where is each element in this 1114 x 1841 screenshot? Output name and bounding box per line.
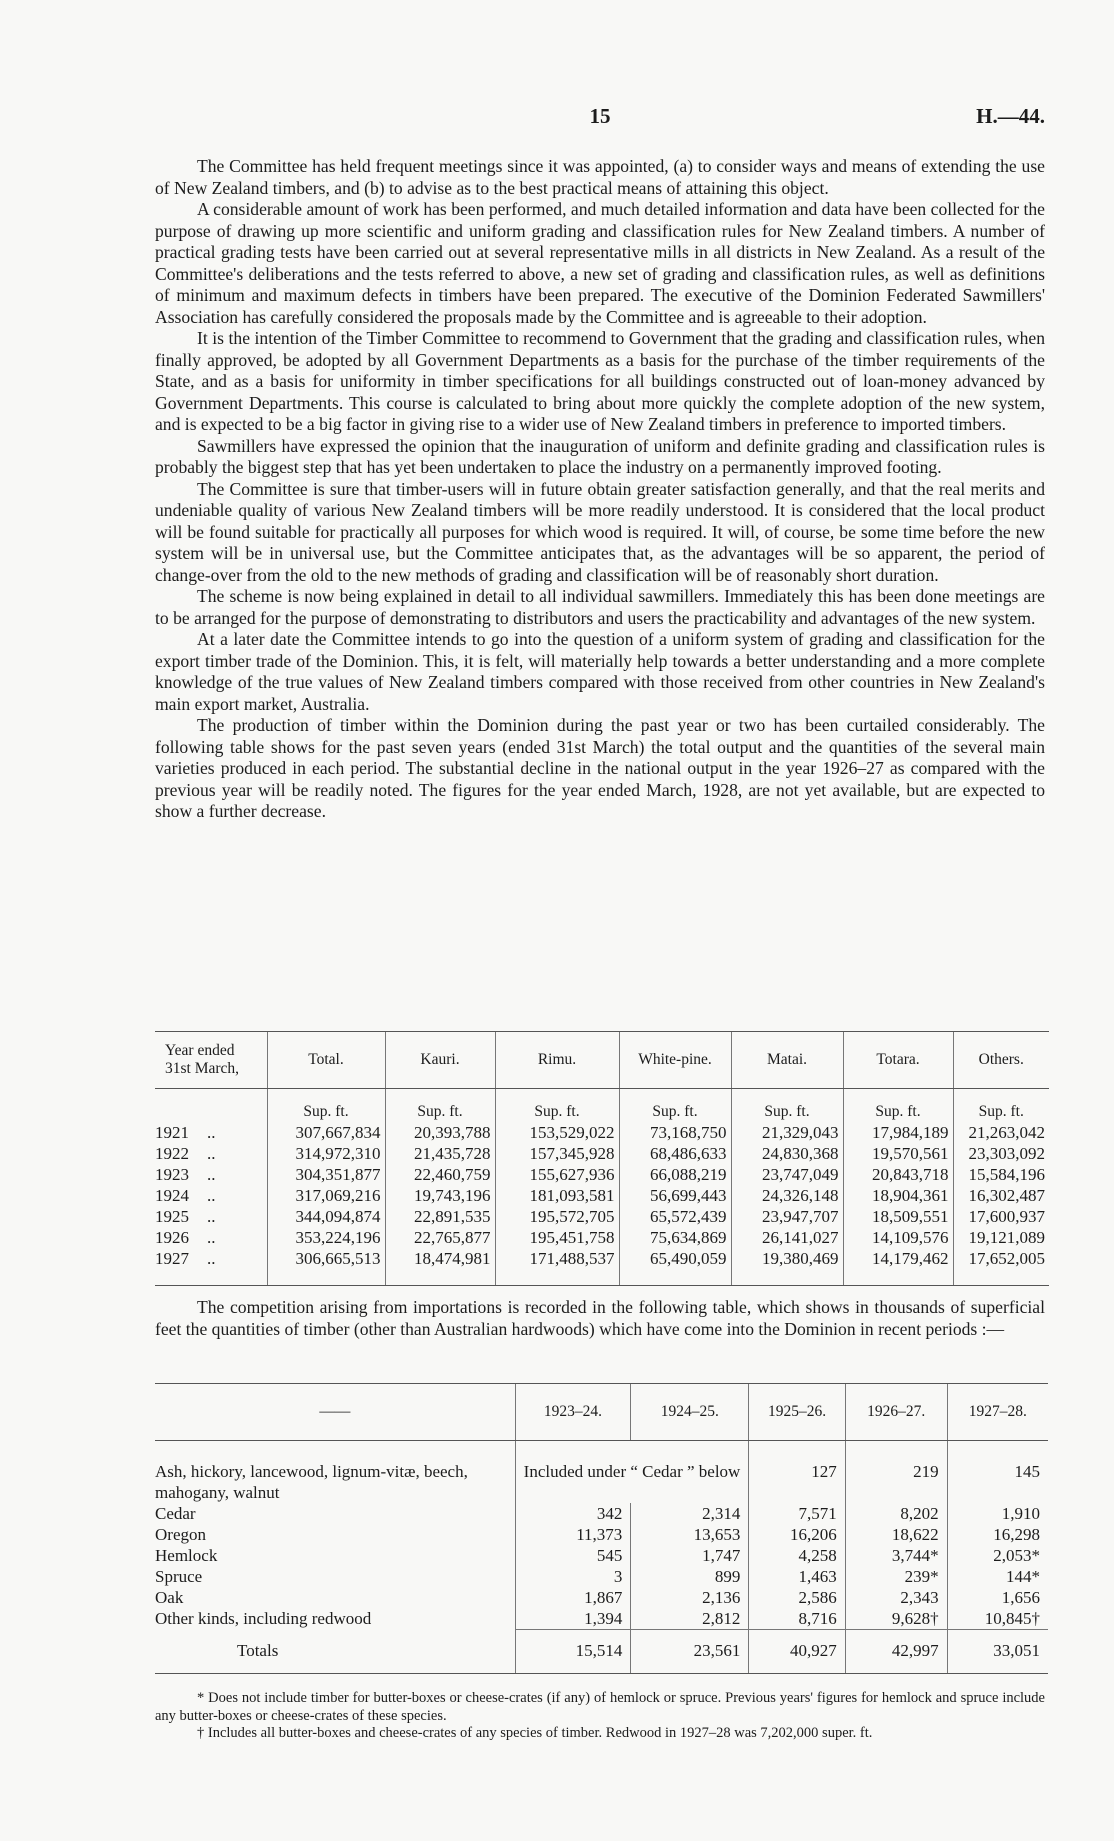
- year-cell: 1921: [155, 1123, 189, 1142]
- imports-intro: [155, 1297, 1045, 1340]
- table-cell: 65,572,439: [619, 1206, 731, 1227]
- table-cell: 153,529,022: [495, 1122, 619, 1143]
- units-row: [155, 1089, 1049, 1123]
- table-row: [155, 1608, 1048, 1630]
- footnotes: [155, 1690, 1045, 1743]
- row-label: Spruce: [155, 1567, 203, 1586]
- table-cell: 18,474,981: [385, 1248, 495, 1279]
- table-cell: 24,326,148: [731, 1185, 843, 1206]
- merged-note-cell: Included under “ Cedar ” below: [515, 1441, 749, 1504]
- table-cell: 155,627,936: [495, 1164, 619, 1185]
- table-cell: 2,314: [631, 1503, 749, 1524]
- table-cell: 19,570,561: [843, 1143, 953, 1164]
- table-cell: 317,069,216: [267, 1185, 385, 1206]
- column-header: 1925–26.: [749, 1384, 845, 1441]
- footnote: † Includes all butter-boxes and cheese-crates of any species of timber. Redwood in 1927–28 was 7,202,000 super. ft.: [197, 1725, 873, 1741]
- table-cell: 306,665,513: [267, 1248, 385, 1279]
- table-cell: 1,747: [631, 1545, 749, 1566]
- column-header: 1924–25.: [631, 1384, 749, 1441]
- table-cell: 21,435,728: [385, 1143, 495, 1164]
- table-cell: 8,716: [749, 1608, 845, 1630]
- column-header: Totara.: [843, 1032, 953, 1089]
- table-cell: 19,743,196: [385, 1185, 495, 1206]
- table-cell: 16,302,487: [953, 1185, 1049, 1206]
- table-cell: 342: [515, 1503, 631, 1524]
- row-label: Oak: [155, 1588, 184, 1607]
- paragraph: The Committee has held frequent meetings since it was appointed, (a) to consider ways and means of extending the use of New Zealand timbers, and (b) to advise as to the best practical means of attaining this object.: [155, 156, 1045, 198]
- table-cell: 13,653: [631, 1524, 749, 1545]
- year-cell: 1923: [155, 1165, 189, 1184]
- table-cell: 2,586: [749, 1587, 845, 1608]
- table-row: 1925 .. 344,094,874 22,891,535 195,572,705 65,572,439 23,947,707 18,509,551 17,600,937: [155, 1206, 1049, 1227]
- table-cell: 1,867: [515, 1587, 631, 1608]
- year-cell: 1927: [155, 1249, 189, 1268]
- paragraph: Sawmillers have expressed the opinion that the inauguration of uniform and definite grading and classification rules is probably the biggest step that has yet been undertaken to place the industry on a permanently improved footing.: [155, 435, 1045, 477]
- table-cell: 20,843,718: [843, 1164, 953, 1185]
- document-code: H.—44.: [976, 104, 1045, 128]
- table-cell: 344,094,874: [267, 1206, 385, 1227]
- table-cell: 181,093,581: [495, 1185, 619, 1206]
- unit-label: Sup. ft.: [267, 1089, 385, 1123]
- table-cell: 157,345,928: [495, 1143, 619, 1164]
- table-cell: 3,744*: [845, 1545, 947, 1566]
- table-cell: 16,206: [749, 1524, 845, 1545]
- table-cell: 7,571: [749, 1503, 845, 1524]
- paragraph: The Committee is sure that timber-users will in future obtain greater satisfaction generally, and that the real merits and undeniable quality of various New Zealand timbers will be more readily understood. It is considered that the local product will be found suitable for practically all purposes for which wood is required. It will, of course, be some time before the new system will be in universal use, but the Committee anticipates that, as the advantages will be so apparent, the period of change-over from the old to the new methods of grading and classification will be of reasonably short duration.: [155, 478, 1045, 585]
- table-cell: 3: [515, 1566, 631, 1587]
- table-cell: 1,463: [749, 1566, 845, 1587]
- table-cell: 14,179,462: [843, 1248, 953, 1279]
- table-cell: 18,509,551: [843, 1206, 953, 1227]
- column-header: Total.: [267, 1032, 385, 1089]
- year-cell: 1924: [155, 1186, 189, 1205]
- total-cell: 42,997: [845, 1630, 947, 1672]
- table-cell: 22,891,535: [385, 1206, 495, 1227]
- column-header: 1927–28.: [947, 1384, 1048, 1441]
- column-header: Matai.: [731, 1032, 843, 1089]
- table-cell: 314,972,310: [267, 1143, 385, 1164]
- row-label: Oregon: [155, 1525, 206, 1544]
- table-row: 1924 .. 317,069,216 19,743,196 181,093,581 56,699,443 24,326,148 18,904,361 16,302,487: [155, 1185, 1049, 1206]
- table-cell: 239*: [845, 1566, 947, 1587]
- total-cell: 33,051: [947, 1630, 1048, 1672]
- footnote: * Does not include timber for butter-boxes or cheese-crates (if any) of hemlock or spruce. Previous years' figures for hemlock and spruce include any butter-boxes or cheese-crates of these species.: [155, 1690, 1045, 1724]
- table-row: 1927 .. 306,665,513 18,474,981 171,488,537 65,490,059 19,380,469 14,179,462 17,652,005: [155, 1248, 1049, 1279]
- table-cell: 17,652,005: [953, 1248, 1049, 1279]
- paragraph: The production of timber within the Dominion during the past year or two has been curtailed considerably. The following table shows for the past seven years (ended 31st March) the total output and the quantities of the several main varieties produced in each period. The substantial decline in the national output in the year 1926–27 as compared with the previous year will be readily noted. The figures for the year ended March, 1928, are not yet available, but are expected to show a further decrease.: [155, 715, 1045, 821]
- table-cell: 2,812: [631, 1608, 749, 1630]
- table-cell: 14,109,576: [843, 1227, 953, 1248]
- body-text: [155, 156, 1045, 823]
- column-header: 1923–24.: [515, 1384, 631, 1441]
- table-cell: 23,947,707: [731, 1206, 843, 1227]
- unit-label: Sup. ft.: [495, 1089, 619, 1123]
- table-cell: 1,910: [947, 1503, 1048, 1524]
- table-cell: 26,141,027: [731, 1227, 843, 1248]
- table-cell: 307,667,834: [267, 1122, 385, 1143]
- table-cell: 127: [749, 1441, 845, 1504]
- row-label: Cedar: [155, 1504, 196, 1523]
- table-cell: 171,488,537: [495, 1248, 619, 1279]
- table-row: [155, 1566, 1048, 1587]
- total-cell: 40,927: [749, 1630, 845, 1672]
- column-header: White-pine.: [619, 1032, 731, 1089]
- table-row: [155, 1545, 1048, 1566]
- unit-label: Sup. ft.: [953, 1089, 1049, 1123]
- table-cell: 18,622: [845, 1524, 947, 1545]
- unit-label: Sup. ft.: [731, 1089, 843, 1123]
- table-cell: 2,343: [845, 1587, 947, 1608]
- table-cell: 18,904,361: [843, 1185, 953, 1206]
- table-cell: 65,490,059: [619, 1248, 731, 1279]
- row-label: Ash, hickory, lancewood, lignum-vitæ, beech, mahogany, walnut: [155, 1462, 468, 1502]
- corner-dash: ——: [155, 1384, 515, 1441]
- table-cell: 4,258: [749, 1545, 845, 1566]
- table-cell: 19,380,469: [731, 1248, 843, 1279]
- table-cell: 304,351,877: [267, 1164, 385, 1185]
- totals-row: [155, 1630, 1048, 1672]
- table-cell: 1,656: [947, 1587, 1048, 1608]
- column-header: Year ended 31st March,: [155, 1032, 267, 1089]
- year-cell: 1926: [155, 1228, 189, 1247]
- imports-table: [155, 1383, 1048, 1674]
- table-cell: 10,845†: [947, 1608, 1048, 1630]
- table-row: 1926 .. 353,224,196 22,765,877 195,451,758 75,634,869 26,141,027 14,109,576 19,121,089: [155, 1227, 1049, 1248]
- table-cell: 22,765,877: [385, 1227, 495, 1248]
- paragraph: A considerable amount of work has been performed, and much detailed information and data have been collected for the purpose of drawing up more scientific and uniform grading and classification rules for New Zealand timbers. A number of practical grading tests have been carried out at several representative mills in all districts in New Zealand. As a result of the Committee's deliberations and the tests referred to above, a new set of grading and classification rules, as well as definitions of minimum and maximum defects in timbers have been prepared. The executive of the Dominion Federated Sawmillers' Association has carefully considered the proposals made by the Committee and is agreeable to their adoption.: [155, 199, 1045, 327]
- table-cell: 9,628†: [845, 1608, 947, 1630]
- table-cell: 353,224,196: [267, 1227, 385, 1248]
- production-table: [155, 1031, 1049, 1286]
- table-cell: 21,329,043: [731, 1122, 843, 1143]
- unit-label: Sup. ft.: [843, 1089, 953, 1123]
- table-cell: 195,572,705: [495, 1206, 619, 1227]
- table-row: 1923 .. 304,351,877 22,460,759 155,627,936 66,088,219 23,747,049 20,843,718 15,584,196: [155, 1164, 1049, 1185]
- column-header: Rimu.: [495, 1032, 619, 1089]
- table-cell: 66,088,219: [619, 1164, 731, 1185]
- table-bottom-rule: [155, 1279, 1049, 1286]
- table-cell: 73,168,750: [619, 1122, 731, 1143]
- paragraph: The competition arising from importations is recorded in the following table, which shows in thousands of superficial feet the quantities of timber (other than Australian hardwoods) which have come into the Dominion in recent periods :—: [155, 1297, 1045, 1339]
- table-cell: 1,394: [515, 1608, 631, 1630]
- table-row: 1922 .. 314,972,310 21,435,728 157,345,928 68,486,633 24,830,368 19,570,561 23,303,092: [155, 1143, 1049, 1164]
- total-cell: 15,514: [515, 1630, 631, 1672]
- table-cell: 23,747,049: [731, 1164, 843, 1185]
- table-cell: 17,600,937: [953, 1206, 1049, 1227]
- table-cell: 8,202: [845, 1503, 947, 1524]
- table-cell: 56,699,443: [619, 1185, 731, 1206]
- column-header: 1926–27.: [845, 1384, 947, 1441]
- page-header: [155, 104, 1045, 134]
- year-cell: 1922: [155, 1144, 189, 1163]
- imports-header-row: [155, 1384, 1048, 1441]
- row-label: Hemlock: [155, 1546, 218, 1565]
- column-header: Others.: [953, 1032, 1049, 1089]
- table-cell: 219: [845, 1441, 947, 1504]
- table-cell: 21,263,042: [953, 1122, 1049, 1143]
- table-row: 1921 .. 307,667,834 20,393,788 153,529,022 73,168,750 21,329,043 17,984,189 21,263,042: [155, 1122, 1049, 1143]
- production-header-row: [155, 1032, 1049, 1089]
- table-cell: 144*: [947, 1566, 1048, 1587]
- page-number: 15: [589, 104, 611, 128]
- table-cell: 2,136: [631, 1587, 749, 1608]
- row-label: Other kinds, including redwood: [155, 1609, 372, 1629]
- table-cell: 16,298: [947, 1524, 1048, 1545]
- table-cell: 75,634,869: [619, 1227, 731, 1248]
- paragraph: At a later date the Committee intends to go into the question of a uniform system of grading and classification for the export timber trade of the Dominion. This, it is felt, will materially help towards a better understanding and a more complete knowledge of the true values of New Zealand timbers compared with those received from other countries in New Zealand's main export market, Australia.: [155, 629, 1045, 714]
- table-cell: 899: [631, 1566, 749, 1587]
- table-cell: 2,053*: [947, 1545, 1048, 1566]
- table-row: [155, 1503, 1048, 1524]
- year-cell: 1925: [155, 1207, 189, 1226]
- table-cell: 20,393,788: [385, 1122, 495, 1143]
- totals-label: Totals: [237, 1640, 279, 1660]
- unit-label: Sup. ft.: [619, 1089, 731, 1123]
- table-cell: 17,984,189: [843, 1122, 953, 1143]
- table-cell: 68,486,633: [619, 1143, 731, 1164]
- table-bottom-rule: [155, 1671, 1048, 1674]
- table-cell: 195,451,758: [495, 1227, 619, 1248]
- table-cell: 23,303,092: [953, 1143, 1049, 1164]
- total-cell: 23,561: [631, 1630, 749, 1672]
- table-cell: 145: [947, 1441, 1048, 1504]
- paragraph: The scheme is now being explained in detail to all individual sawmillers. Immediately this has been done meetings are to be arranged for the purpose of demonstrating to distributors and users the practicability and advantages of the new system.: [155, 586, 1045, 628]
- unit-label: Sup. ft.: [385, 1089, 495, 1123]
- table-row: [155, 1524, 1048, 1545]
- table-cell: 545: [515, 1545, 631, 1566]
- table-cell: 11,373: [515, 1524, 631, 1545]
- table-cell: 15,584,196: [953, 1164, 1049, 1185]
- column-header: Kauri.: [385, 1032, 495, 1089]
- table-row: [155, 1587, 1048, 1608]
- table-cell: 22,460,759: [385, 1164, 495, 1185]
- paragraph: It is the intention of the Timber Committee to recommend to Government that the grading and classification rules, when finally approved, be adopted by all Government Departments as a basis for the purchase of the timber requirements of the State, and as a basis for uniformity in timber specifications for all buildings constructed out of loan-money advanced by Government Departments. This course is calculated to bring about more quickly the complete adoption of the new system, and is expected to be a big factor in giving rise to a wider use of New Zealand timbers in preference to imported timbers.: [155, 328, 1045, 434]
- table-cell: 24,830,368: [731, 1143, 843, 1164]
- table-row: [155, 1441, 1048, 1504]
- table-cell: 19,121,089: [953, 1227, 1049, 1248]
